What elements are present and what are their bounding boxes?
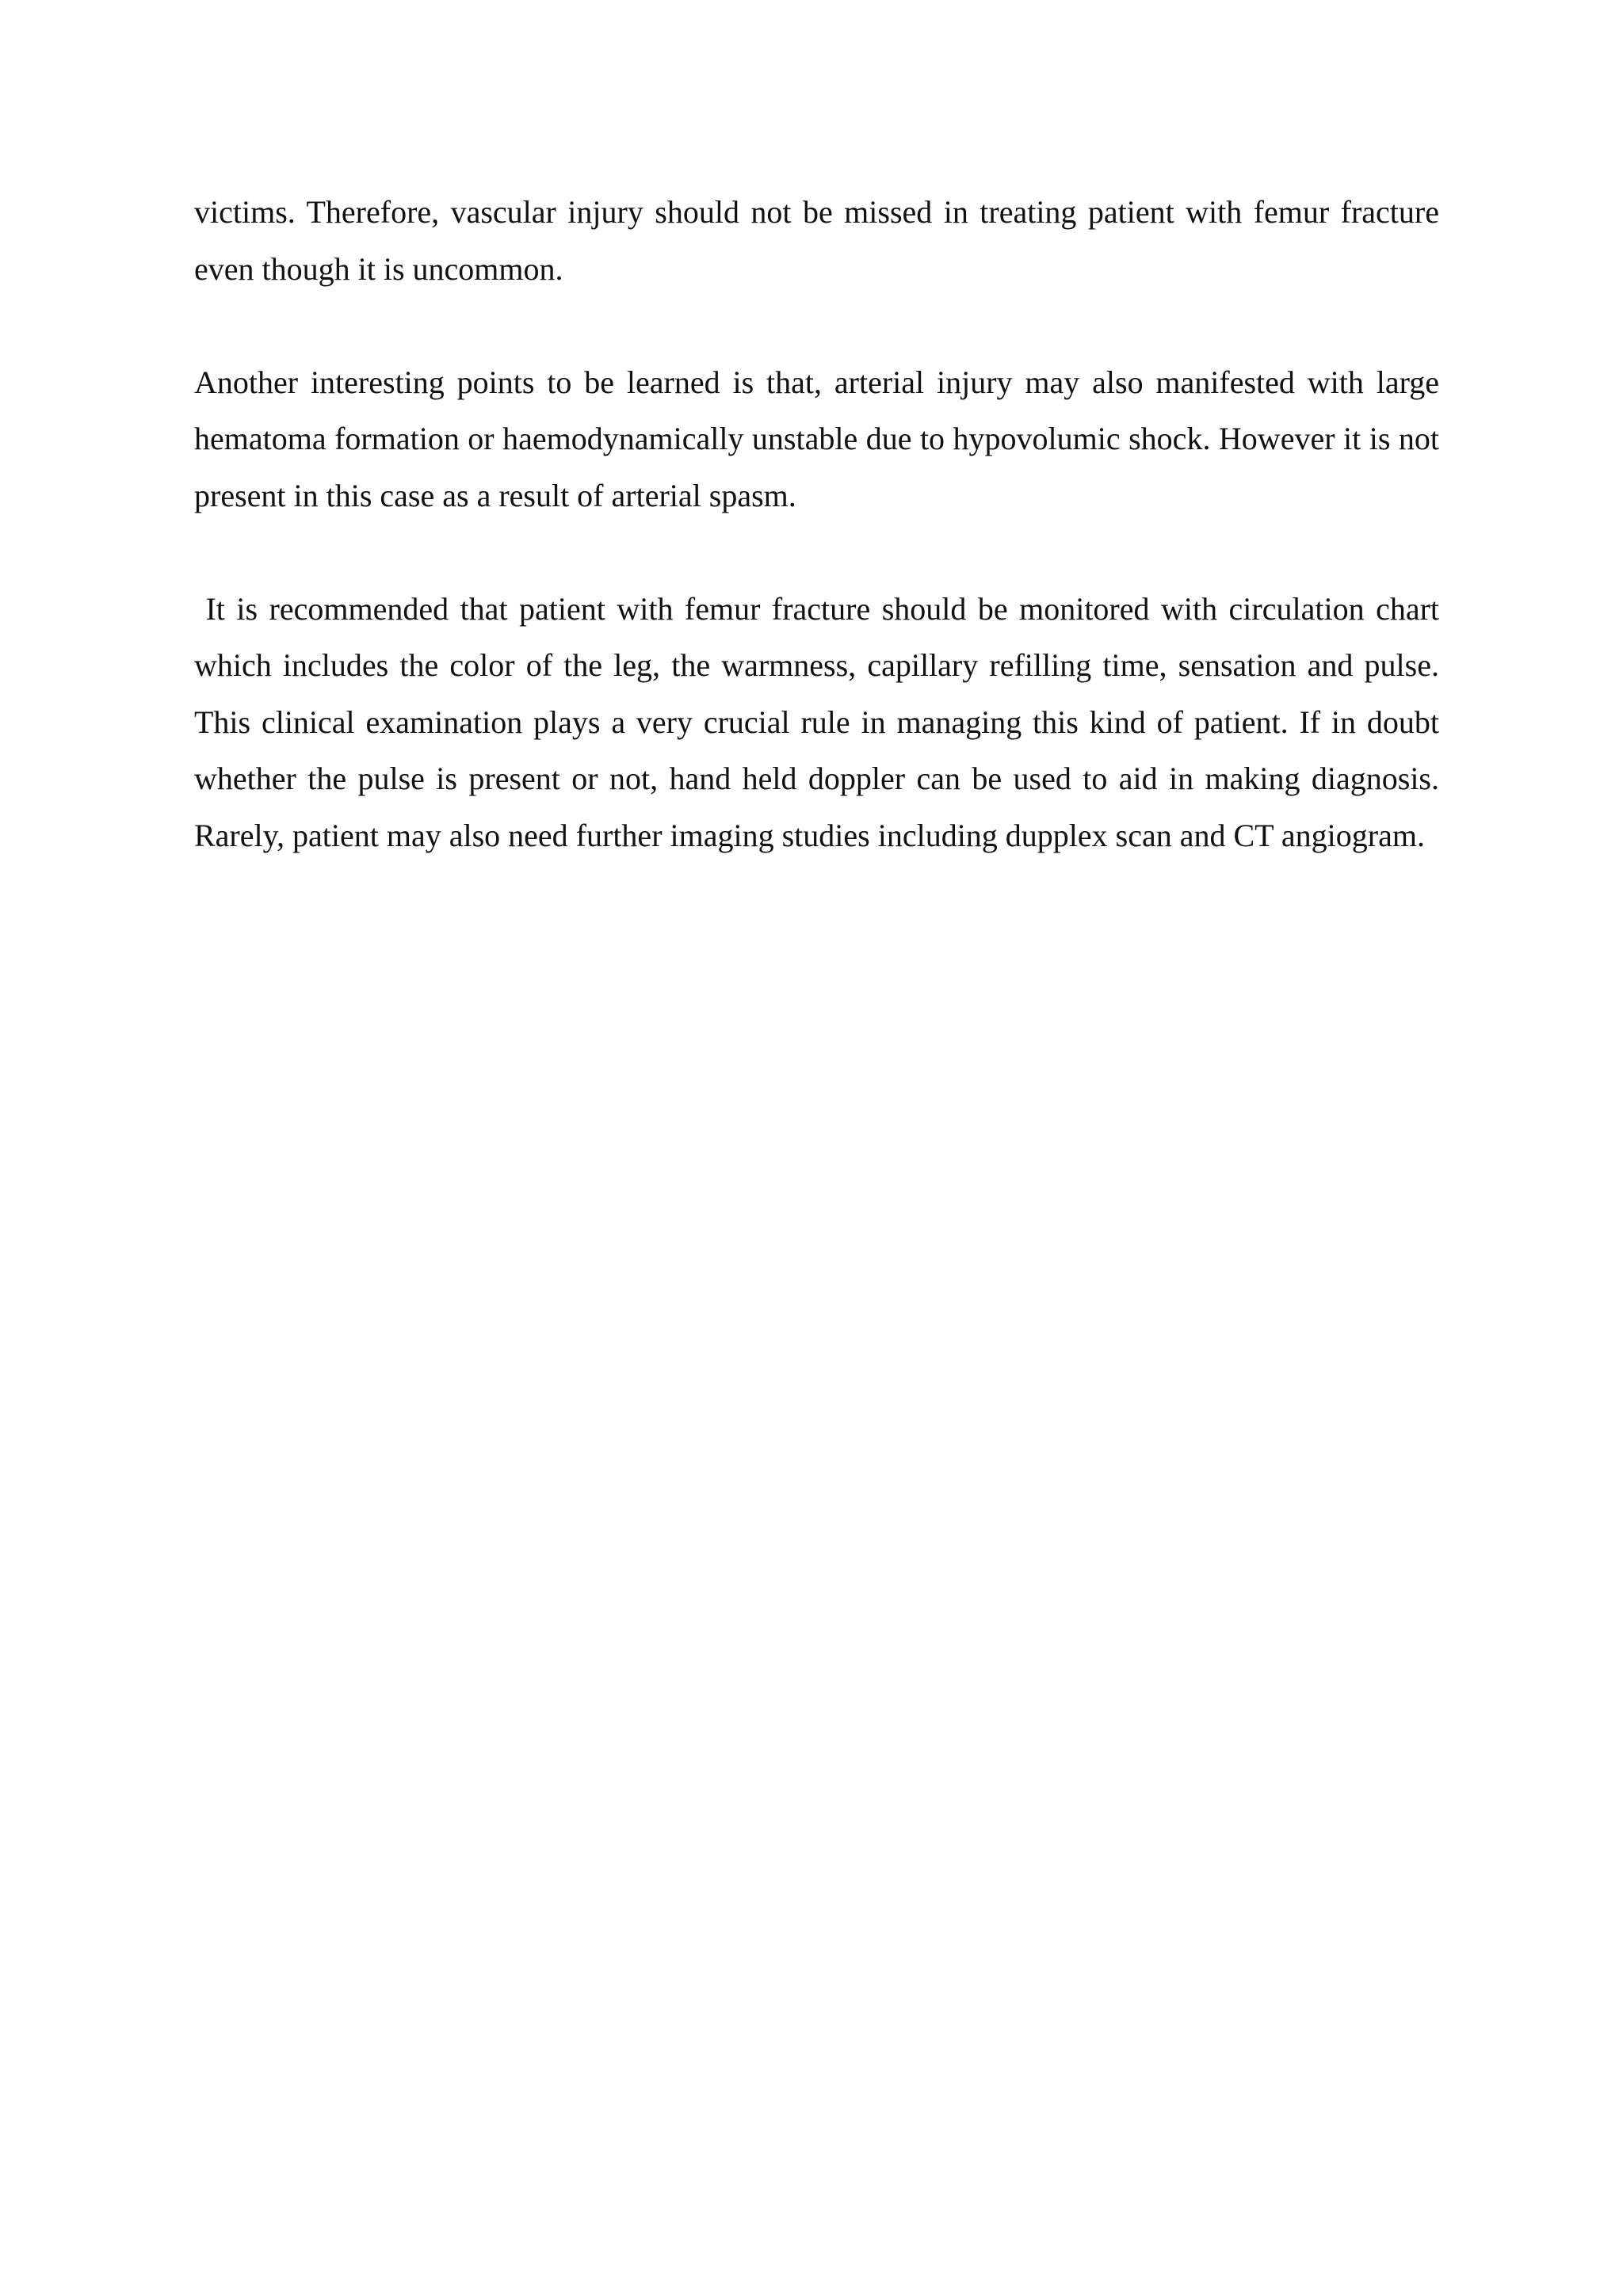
body-text bbox=[194, 184, 1448, 864]
paragraph-3: It is recommended that patient with femur fracture should be monitored with circulation chart which includes the color of the leg, the warmness, capillary refilling time, sensation and pulse. This clinical examination plays a very crucial rule in managing this kind of patient. If in doubt whether the pulse is present or not, hand held doppler can be used to aid in making diagnosis. Rarely, patient may also need further imaging studies including dupplex scan and CT angiogram. bbox=[194, 590, 1448, 853]
paragraph-1: victims. Therefore, vascular injury should not be missed in treating patient with femur fracture even though it is uncommon. bbox=[194, 194, 1439, 287]
paragraph-2: Another interesting points to be learned is that, arterial injury may also manifested with large hematoma formation or haemodynamically unstable due to hypovolumic shock. However it is not present in this case as a result of arterial spasm. bbox=[194, 364, 1439, 513]
